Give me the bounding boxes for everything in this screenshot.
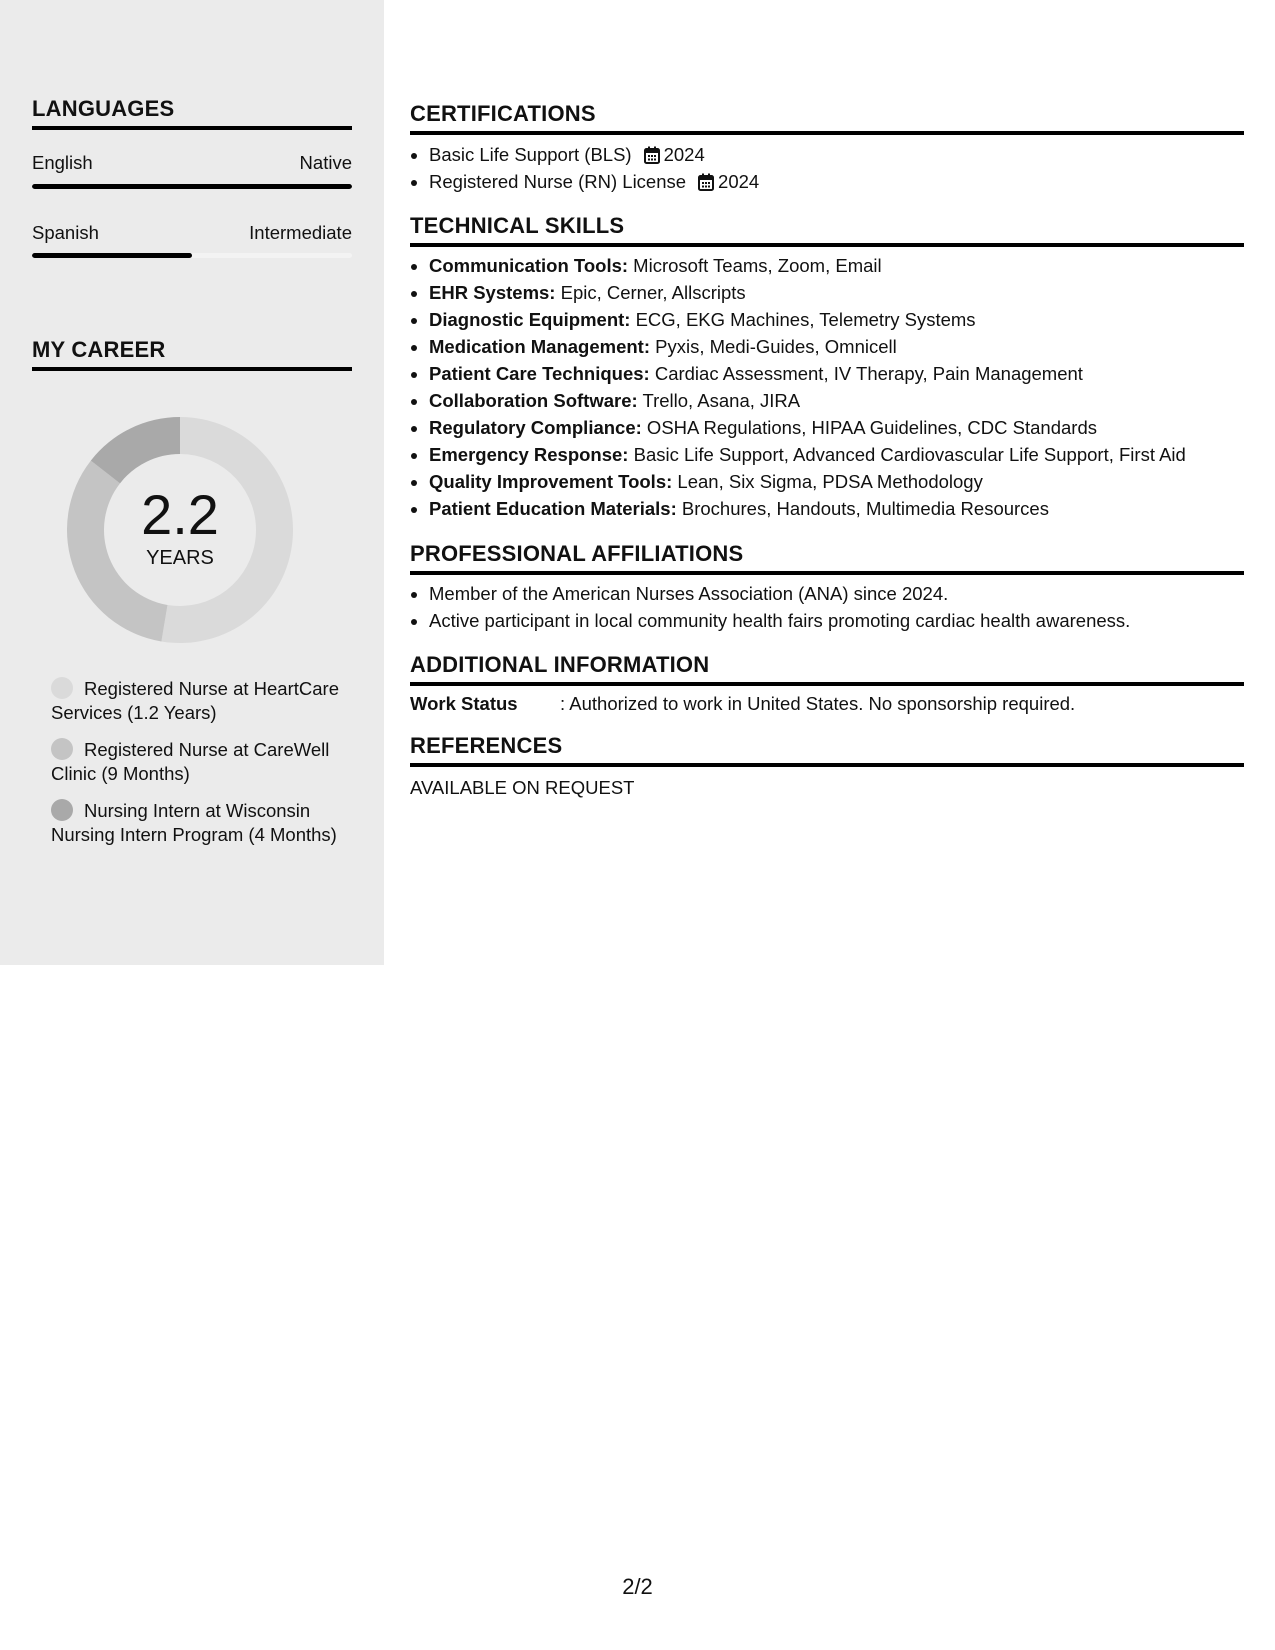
language-row-spanish: [32, 222, 352, 244]
skill-value: Trello, Asana, JIRA: [637, 390, 801, 411]
skill-item: [429, 414, 1263, 441]
skill-item: [429, 252, 1263, 279]
skill-value: ECG, EKG Machines, Telemetry Systems: [630, 309, 976, 330]
career-heading: MY CAREER: [32, 337, 352, 371]
affiliation-item: • Member of the American Nurses Association (ANA) since 2024.: [429, 580, 1263, 607]
certifications-heading: CERTIFICATIONS: [410, 101, 1244, 135]
technical-skills-list: [410, 252, 1263, 522]
language-row-english: [32, 152, 352, 174]
skill-label: Collaboration Software:: [429, 390, 638, 411]
skill-label: Emergency Response:: [429, 444, 629, 465]
donut-center: [66, 416, 294, 644]
language-bar-fill: [32, 253, 192, 258]
legend-item: [51, 738, 341, 786]
languages-heading: LANGUAGES: [32, 96, 352, 130]
skill-label: Patient Education Materials:: [429, 498, 677, 519]
skill-item: [429, 333, 1263, 360]
calendar-icon: [698, 173, 714, 191]
language-level: Native: [299, 152, 352, 173]
language-bar-english: [32, 184, 352, 189]
skill-value: Cardiac Assessment, IV Therapy, Pain Management: [649, 363, 1083, 384]
language-bar-spanish: [32, 253, 352, 258]
legend-item: [51, 799, 341, 847]
skill-item: [429, 279, 1263, 306]
legend-label: Nursing Intern at Wisconsin Nursing Intern Program (4 Months): [51, 800, 337, 845]
certifications-list: [410, 141, 1263, 195]
career-total-unit: YEARS: [146, 546, 214, 569]
additional-info-heading: ADDITIONAL INFORMATION: [410, 652, 1244, 686]
references-heading: REFERENCES: [410, 733, 1244, 767]
certification-year: 2024: [718, 171, 760, 192]
legend-item: [51, 677, 341, 725]
skill-label: Regulatory Compliance:: [429, 417, 642, 438]
work-status-value: : Authorized to work in United States. No sponsorship required.: [560, 693, 1076, 714]
skill-item: [429, 468, 1263, 495]
skill-label: Patient Care Techniques:: [429, 363, 650, 384]
legend-label: Registered Nurse at HeartCare Services (1.2 Years): [51, 678, 339, 723]
career-total-value: 2.2: [141, 482, 219, 546]
calendar-icon: [644, 146, 660, 164]
skill-item: [429, 306, 1263, 333]
skill-label: Quality Improvement Tools:: [429, 471, 673, 492]
certification-item: [429, 141, 1263, 168]
skill-label: EHR Systems:: [429, 282, 556, 303]
legend-dot: [51, 738, 73, 760]
sidebar: [0, 0, 384, 965]
affiliations-heading: PROFESSIONAL AFFILIATIONS: [410, 541, 1244, 575]
legend-dot: [51, 677, 73, 699]
language-level: Intermediate: [249, 222, 352, 243]
language-bar-fill: [32, 184, 352, 189]
certification-name: Basic Life Support (BLS): [429, 144, 632, 165]
certification-item: [429, 168, 1263, 195]
skill-value: OSHA Regulations, HIPAA Guidelines, CDC Standards: [641, 417, 1097, 438]
page-number: 2/2: [622, 1574, 653, 1599]
skill-label: Medication Management:: [429, 336, 650, 357]
skill-label: Communication Tools:: [429, 255, 629, 276]
skill-label: Diagnostic Equipment:: [429, 309, 631, 330]
skill-item: [429, 387, 1263, 414]
career-donut-chart: [66, 416, 294, 644]
skill-item: [429, 495, 1263, 522]
skill-value: Brochures, Handouts, Multimedia Resources: [676, 498, 1049, 519]
certification-name: Registered Nurse (RN) License: [429, 171, 687, 192]
career-legend: [51, 677, 341, 860]
legend-dot: [51, 799, 73, 821]
skill-item: [429, 441, 1263, 468]
skill-value: Lean, Six Sigma, PDSA Methodology: [672, 471, 983, 492]
skill-value: Basic Life Support, Advanced Cardiovascular Life Support, First Aid: [628, 444, 1186, 465]
work-status-row: [410, 693, 1075, 715]
skill-value: Epic, Cerner, Allscripts: [555, 282, 746, 303]
technical-skills-heading: TECHNICAL SKILLS: [410, 213, 1244, 247]
skill-value: Microsoft Teams, Zoom, Email: [628, 255, 882, 276]
legend-label: Registered Nurse at CareWell Clinic (9 Months): [51, 739, 330, 784]
language-name: Spanish: [32, 222, 99, 243]
certification-year: 2024: [663, 144, 705, 165]
affiliation-item: • Active participant in local community health fairs promoting cardiac health awareness.: [429, 607, 1263, 634]
language-name: English: [32, 152, 93, 173]
work-status-label: Work Status: [410, 693, 518, 714]
affiliations-list: [410, 580, 1263, 634]
references-text: AVAILABLE ON REQUEST: [410, 777, 635, 798]
skill-value: Pyxis, Medi-Guides, Omnicell: [650, 336, 897, 357]
skill-item: [429, 360, 1263, 387]
